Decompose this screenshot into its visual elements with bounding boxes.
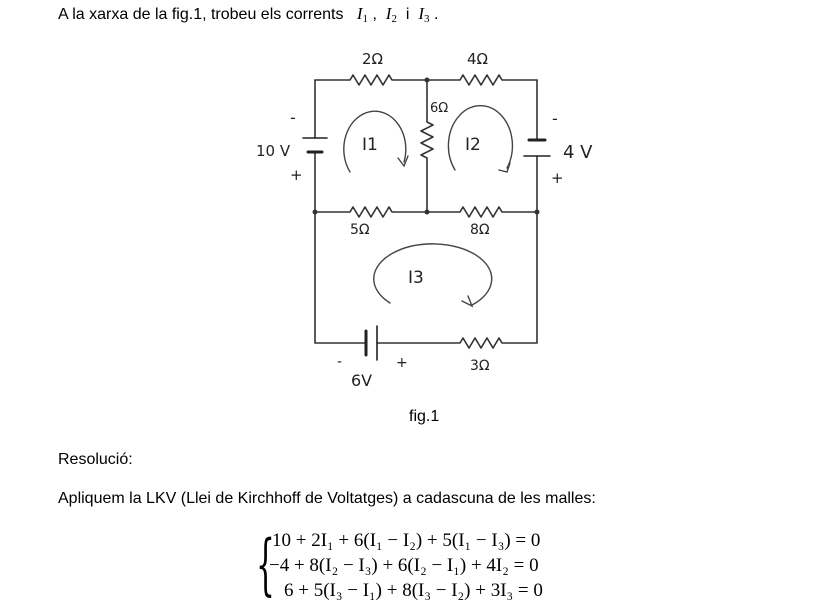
label-loop-i2: I2 <box>465 135 481 155</box>
label-loop-i3: I3 <box>408 268 424 288</box>
resistor-3ohm <box>377 212 537 348</box>
var-i2-letter: I <box>385 4 392 23</box>
loop-arrow-3 <box>374 244 492 305</box>
sign-plus-4v: + <box>551 169 564 187</box>
battery-6v <box>366 326 377 360</box>
label-loop-i1: I1 <box>362 135 378 155</box>
equation-mesh-1: 10 + 2I₁ + 6(I₁ − I₂) + 5(I₁ − I₃) = 0 <box>272 530 541 551</box>
equation-system <box>256 526 616 604</box>
resolution-heading: Resolució: <box>58 451 133 468</box>
period: . <box>433 6 439 23</box>
label-3ohm: 3Ω <box>470 358 490 374</box>
figure-caption: fig.1 <box>409 408 440 425</box>
sign-plus-6v: + <box>396 355 408 371</box>
var-i2-sub: 2 <box>391 13 397 25</box>
battery-10v <box>303 138 327 152</box>
sign-plus-10v: + <box>290 166 303 184</box>
sign-minus-10v: - <box>290 108 296 127</box>
equation-mesh-3: 6 + 5(I₃ − I₁) + 8(I₃ − I₂) + 3I₃ = 0 <box>284 580 543 601</box>
var-i1-letter: I <box>356 4 363 23</box>
var-i3-letter: I <box>418 4 424 23</box>
left-brace: { <box>256 526 275 603</box>
problem-text: A la xarxa de la fig.1, trobeu els corrents <box>58 6 344 23</box>
label-8ohm: 8Ω <box>470 222 490 238</box>
label-5ohm: 5Ω <box>350 222 370 238</box>
battery-4v <box>524 140 550 156</box>
loop-arrowhead-1 <box>398 156 408 166</box>
separator-comma: , <box>372 6 377 23</box>
resistor-5ohm <box>315 207 427 217</box>
var-i1-sub: 1 <box>362 13 368 25</box>
sign-minus-6v: - <box>337 354 343 370</box>
sign-minus-4v: - <box>552 109 558 128</box>
resistor-6ohm <box>421 80 433 212</box>
resistor-4ohm <box>427 75 537 85</box>
resistor-2ohm <box>315 75 427 85</box>
method-text: Apliquem la LKV (Llei de Kirchhoff de Voltatges) a cadascuna de les malles: <box>58 490 596 507</box>
label-10v: 10 V <box>256 142 291 160</box>
label-4ohm: 4Ω <box>467 50 489 68</box>
loop-arrowhead-3 <box>462 296 472 306</box>
var-i3-sub: 3 <box>423 13 430 25</box>
label-6ohm: 6Ω <box>430 101 449 116</box>
separator-and: i <box>405 6 410 23</box>
equation-mesh-2: −4 + 8(I₂ − I₃) + 6(I₂ − I₁) + 4I₂ = 0 <box>269 555 539 576</box>
label-6v: 6V <box>351 371 373 390</box>
label-2ohm: 2Ω <box>362 50 384 68</box>
label-4v: 4 V <box>563 142 593 163</box>
resistor-8ohm <box>427 207 537 217</box>
